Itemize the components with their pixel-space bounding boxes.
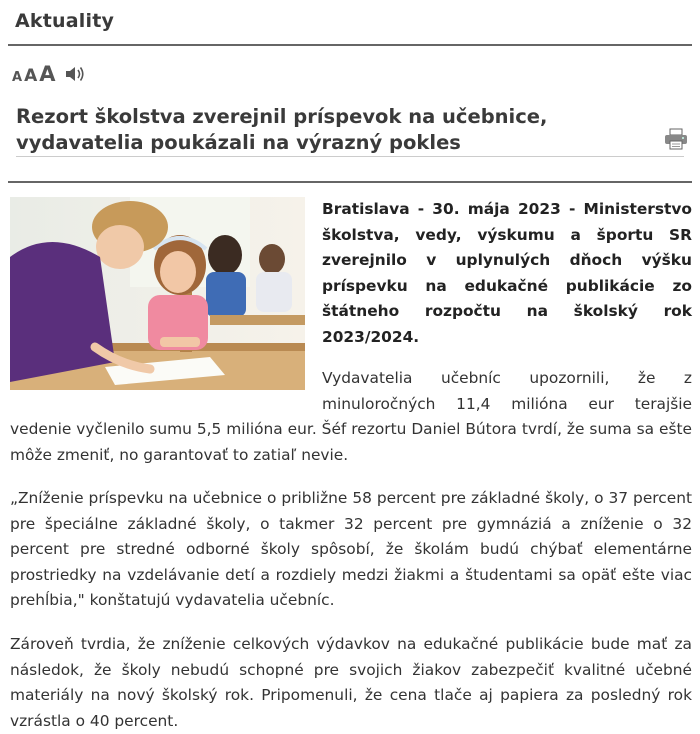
headline-divider	[16, 156, 684, 157]
speaker-icon[interactable]	[64, 65, 86, 83]
font-size-controls	[12, 62, 86, 86]
article-paragraph-3: Zároveň tvrdia, že zníženie celkových výdavkov na edukačné publikácie bude mať za následok, že školy nebudú schopné pre svojich žiakov zabezpečiť kvalitné učebné materiály na nový školský rok. Pripomenuli, že cena tlače aj papiera za posledný rok vzrástla o 40 percent.	[10, 635, 692, 730]
article-paragraph-2: „Zníženie príspevku na učebnice o približne 58 percent pre základné školy, o 37 percent pre špeciálne základné školy, o takmer 32 percent pre gymnáziá a zníženie o 32 percent pre stredné odborné školy spôsobí, že školám budú chýbať elementárne prostriedky na vzdelávanie detí a rozdiely medzi žiakmi a študentami sa opäť ešte viac prehĺbia," konštatujú vydavatelia učebníc.	[10, 489, 692, 609]
article-paragraph-1-part-2: vedenie vyčlenilo sumu 5,5 milióna eur. Šéf rezortu Daniel Bútora tvrdí, že suma sa ešte môže zmeniť, no garantovať to zatiaľ nevie.	[10, 420, 692, 464]
photo-teacher-student	[10, 197, 305, 390]
section-divider	[8, 44, 692, 46]
article-photo	[10, 197, 305, 390]
section-title: Aktuality	[15, 10, 115, 32]
article-divider	[8, 181, 692, 183]
font-small-button[interactable]: A	[12, 70, 23, 85]
print-icon[interactable]	[664, 128, 688, 150]
article-lead: Bratislava - 30. mája 2023 - Ministerstvo školstva, vedy, výskumu a športu SR zverejnilo v uplynulých dňoch výšku príspevku na edukačné publikácie zo štátneho rozpočtu na školský rok 2023/2024.	[322, 200, 692, 346]
article-paragraph-1-part-1: Vydavatelia učebníc upozornili, že z minuloročných 11,4 milióna eur terajšie	[322, 369, 692, 413]
font-large-button[interactable]: A	[39, 62, 56, 86]
article-headline: Rezort školstva zverejnil príspevok na učebnice, vydavatelia poukázali na výrazný pokles	[16, 105, 548, 154]
font-medium-button[interactable]: A	[24, 66, 38, 86]
